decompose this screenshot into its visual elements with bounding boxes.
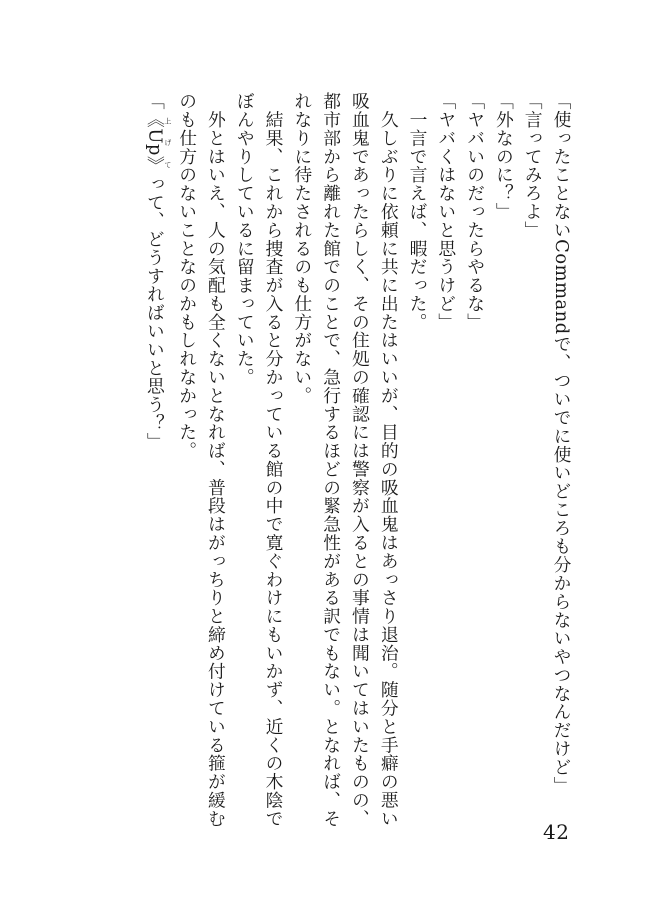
text-line: のも仕方のないことなのかもしれなかった。	[176, 92, 198, 460]
novel-body-text	[140, 92, 575, 828]
text-line: 「外なのに？」	[493, 92, 515, 221]
text-line: 「ヤバくはないと思うけど」	[435, 92, 457, 332]
text-line: 一言で言えば、暇だった。	[407, 92, 429, 332]
text-line: 「使ったことないCommandで、ついでに使いどころも分からないやつなんだけど」	[551, 92, 572, 795]
text-line: 吸血鬼であったらしく、その住処の確認には警察が入るとの事情は聞いてはいたものの、	[349, 92, 371, 828]
text-line: ぼんやりしているに留まっていた。	[234, 92, 256, 387]
open-quote: 「	[144, 92, 166, 111]
text-line: 「ヤバいのだったらやるな」	[464, 92, 486, 332]
text-line: 外とはいえ、人の気配も全くないとなれば、普段はがっちりと締め付けている箍が緩む	[205, 92, 227, 828]
text-line-last	[140, 92, 172, 828]
text-line: 結果、これから捜査が入ると分かっている館の中で寛ぐわけにもいかず、近くの木陰で	[263, 92, 285, 828]
ruby-up	[144, 110, 172, 175]
text-line: 都市部から離れた館でのことで、急行するほどの緊急性がある訳でもない。となれば、そ	[320, 92, 342, 828]
text-line: 「言ってみろよ」	[522, 92, 544, 240]
text-line: 久しぶりに依頼に共に出たはいいが、目的の吸血鬼はあっさり退治。随分と手癖の悪い	[378, 92, 400, 828]
ruby-annotation: 上げて	[163, 110, 172, 175]
page-number: 42	[543, 820, 570, 844]
ruby-base-text: 《Up》	[144, 110, 166, 175]
last-line-rest: って、どうすればいいと思う？」	[144, 174, 166, 451]
text-line: れなりに待たされるのも仕方がない。	[291, 92, 313, 405]
